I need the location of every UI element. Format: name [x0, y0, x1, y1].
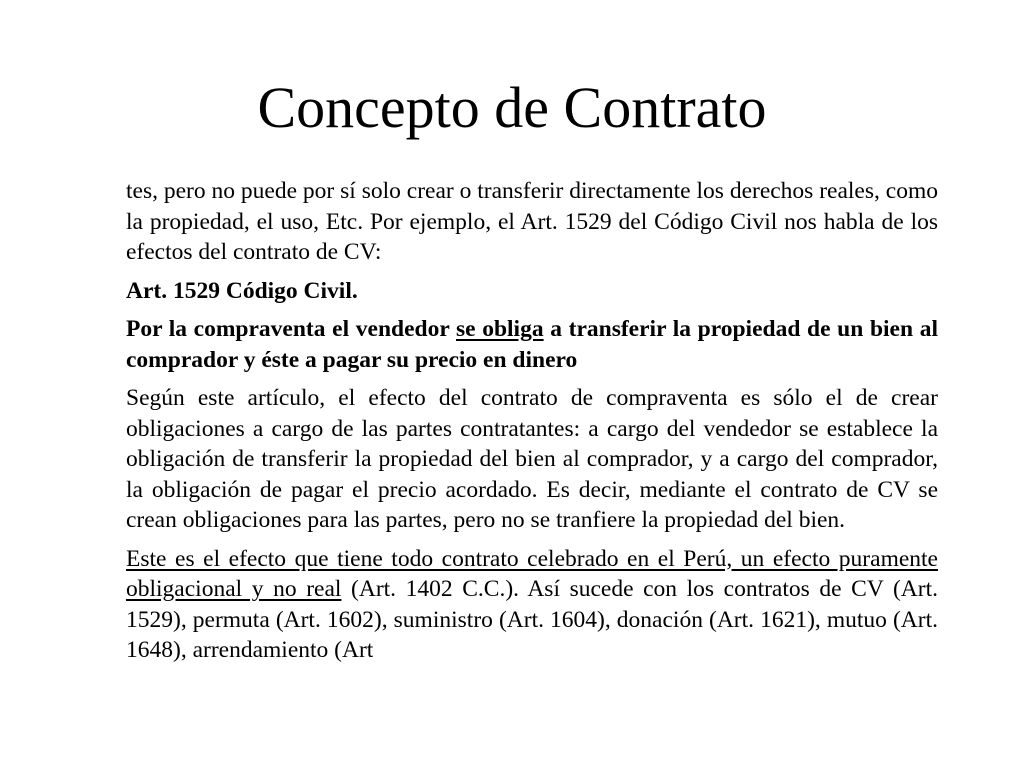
slide-title: Concepto de Contrato — [257, 75, 767, 140]
underlined-conclusion: Este es el efecto que tiene todo contrato celebrado en el Perú, un efecto puramente obligacional y no real — [126, 545, 938, 602]
underlined-se-obliga: se obliga — [455, 316, 544, 342]
article-heading: Art. 1529 Código Civil. — [126, 277, 358, 304]
paragraph-intro: tes, pero no puede por sí solo crear o transferir directamente los derechos reales, como la propiedad, el uso, Etc. Por ejemplo, el Art. 1529 del Código Civil nos habla de los efectos del contrato de CV: — [126, 178, 938, 265]
article-quote-end: a transferir la propiedad de un bien al comprador y éste a pagar su precio en dinero — [126, 316, 938, 373]
article-quote — [126, 314, 938, 375]
conclusion-rest: (Art. 1402 C.C.). Así sucede con los contratos de CV (Art. 1529), permuta (Art. 1602), suministro (Art. 1604), donación (Art. 1621), mutuo (Art. 1648), arrendamiento (Art — [126, 576, 938, 663]
paragraph-conclusion — [126, 544, 938, 666]
paragraph-explanation: Según este artículo, el efecto del contrato de compraventa es sólo el de crear obligaciones a cargo de las partes contratantes: a cargo del vendedor se establece la obligación de transferir la propiedad del bien al comprador, y a cargo del comprador, la obligación de pagar el precio acordado. Es decir, mediante el contrato de CV se crean obligaciones para las partes, pero no se tranfiere la propiedad del bien. — [126, 385, 938, 533]
article-quote-start: Por la compraventa el vendedor — [126, 316, 456, 342]
slide-body — [126, 176, 938, 674]
